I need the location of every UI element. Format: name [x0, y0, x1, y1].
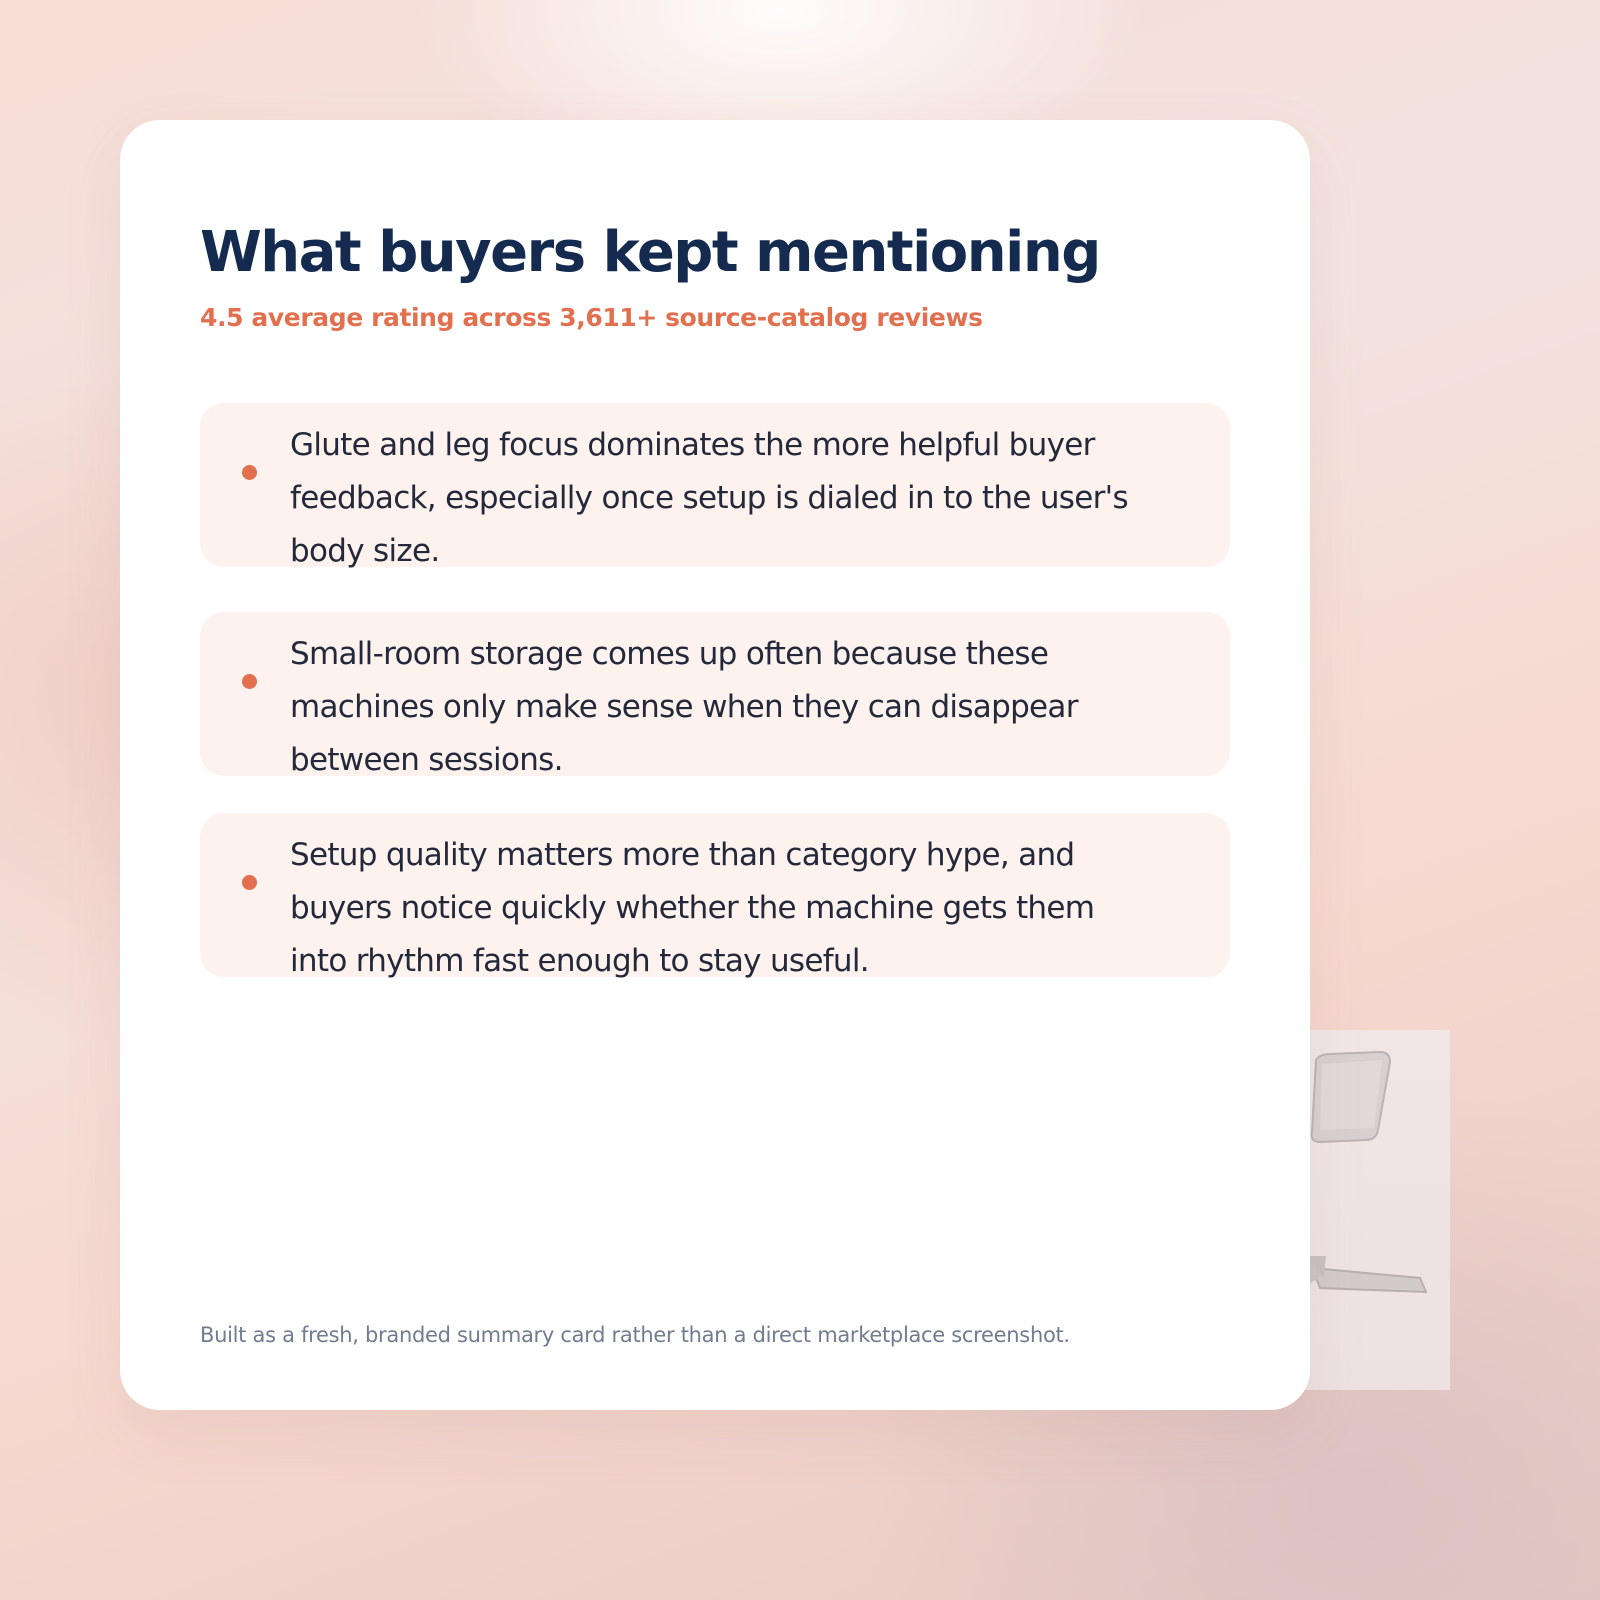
dot-bullet-icon	[242, 465, 257, 480]
feedback-point-text: Setup quality matters more than category hype, and buyers notice quickly whether the machine gets them into rhythm fast enough to stay useful.	[290, 837, 1095, 979]
dot-bullet-icon	[242, 875, 257, 890]
card-footnote: Built as a fresh, branded summary card rather than a direct marketplace screenshot.	[200, 1323, 1070, 1347]
dot-bullet-icon	[242, 674, 257, 689]
feedback-point-text: Glute and leg focus dominates the more helpful buyer feedback, especially once setup is dialed in to the user's body size.	[290, 427, 1128, 569]
feedback-point	[200, 813, 1230, 977]
card-title: What buyers kept mentioning	[200, 220, 1100, 285]
feedback-point	[200, 403, 1230, 567]
feedback-point-text: Small-room storage comes up often because these machines only make sense when they can disappear between sessions.	[290, 636, 1078, 778]
feedback-point	[200, 612, 1230, 776]
rating-summary: 4.5 average rating across 3,611+ source-catalog reviews	[200, 303, 983, 332]
summary-card	[120, 120, 1310, 1410]
